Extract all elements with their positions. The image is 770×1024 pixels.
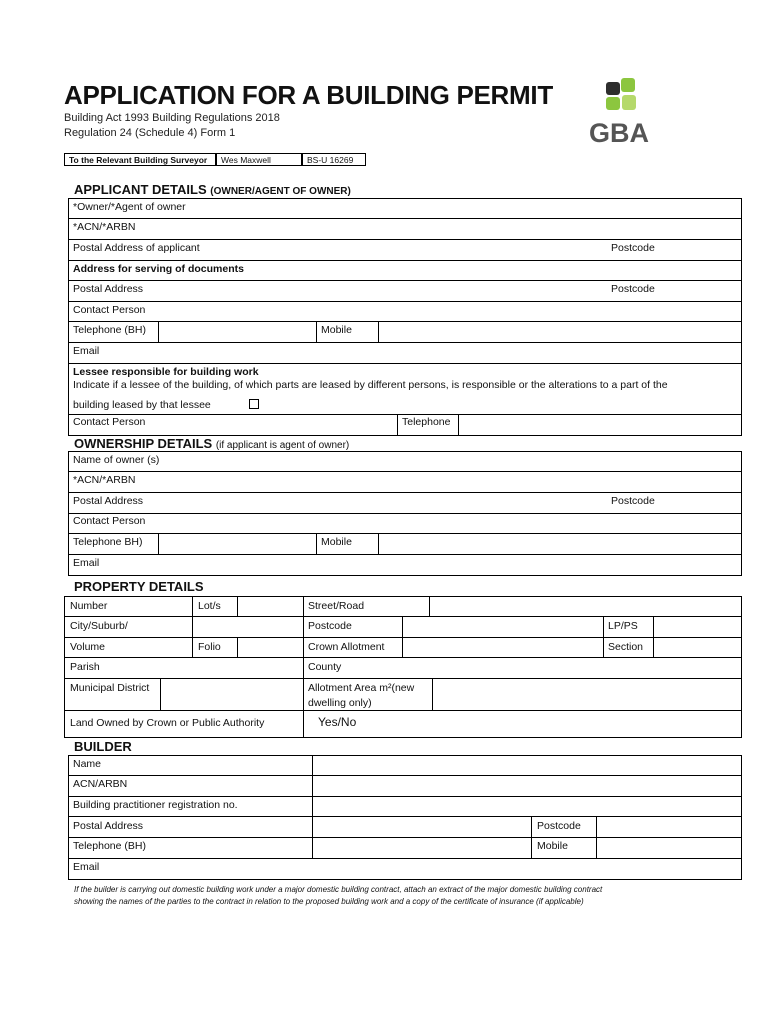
applicant-contact-field[interactable]: Contact Person [73,304,146,316]
lessee-heading: Lessee responsible for building work [73,366,259,378]
applicant-acn-field[interactable]: *ACN/*ARBN [73,221,136,233]
lessee-contact-field[interactable]: Contact Person [73,416,146,428]
lessee-text-2: building leased by that lessee [73,399,211,411]
builder-heading: BUILDER [74,739,132,754]
property-heading: PROPERTY DETAILS [74,579,204,594]
to-surveyor-label: To the Relevant Building Surveyor [64,153,216,166]
surveyor-name: Wes Maxwell [216,153,302,166]
builder-contract-note: If the builder is carrying out domestic building work under a major domestic building contract, attach an extract of the major domestic building contract showing the names of the parties to the contract in relation to the proposed building work and a copy of the certificate of insurance (if applicable) [74,885,603,906]
property-city-field[interactable]: City/Suburb/ [70,620,128,632]
property-postcode-field[interactable]: Postcode [308,620,352,632]
owner-mobile-label: Mobile [321,536,352,548]
owner-postal-field[interactable]: Postal Address [73,495,144,507]
property-street-field[interactable]: Street/Road [308,600,365,612]
serving-postcode-field[interactable]: Postcode [611,283,655,295]
gba-logo [588,78,660,148]
ownership-heading [74,436,349,451]
surveyor-registration: BS-U 16269 [302,153,366,166]
land-owned-label: Land Owned by Crown or Public Authority [70,717,265,729]
builder-section [68,755,742,880]
page-title: APPLICATION FOR A BUILDING PERMIT [64,80,553,110]
applicant-heading [74,182,351,197]
serving-postal-field[interactable]: Postal Address [73,283,144,295]
applicant-postal-field[interactable]: Postal Address of applicant [73,242,200,254]
property-county-field[interactable]: County [308,661,342,673]
owner-field[interactable]: *Owner/*Agent of owner [73,201,186,213]
property-allotment-area-label-2: dwelling only) [308,697,372,709]
lessee-checkbox[interactable] [249,399,259,409]
property-lots-field[interactable]: Lot/s [198,600,221,612]
property-allotment-area-label: Allotment Area m²(new [308,682,415,694]
lessee-text: Indicate if a lessee of the building, of which parts are leased by different persons, is responsible or the alterations to a part of the [73,379,668,391]
property-parish-field[interactable]: Parish [70,661,100,673]
property-crown-allotment-field[interactable]: Crown Allotment [308,641,385,653]
builder-registration-field[interactable]: Building practitioner registration no. [73,799,238,811]
applicant-email-field[interactable]: Email [73,345,100,357]
builder-email-field[interactable]: Email [73,861,100,873]
property-volume-field[interactable]: Volume [70,641,106,653]
land-owned-yes-no[interactable]: Yes/No [318,715,357,729]
ownership-heading-text: OWNERSHIP DETAILS [74,436,213,451]
lessee-telephone-label: Telephone [402,416,451,428]
builder-telephone-field[interactable]: Telephone (BH) [73,840,146,852]
property-folio-field[interactable]: Folio [198,641,221,653]
builder-mobile-field[interactable]: Mobile [537,840,568,852]
applicant-heading-text: APPLICANT DETAILS [74,182,207,197]
owner-name-field[interactable]: Name of owner (s) [73,454,160,466]
property-section-field[interactable]: Section [608,641,644,653]
owner-telephone-label: Telephone BH) [73,536,143,548]
applicant-heading-suffix: (OWNER/AGENT OF OWNER) [210,186,351,197]
builder-postcode-field[interactable]: Postcode [537,820,581,832]
subtitle-act: Building Act 1993 Building Regulations 2018 [64,112,280,124]
owner-email-field[interactable]: Email [73,557,100,569]
ownership-heading-suffix: (if applicant is agent of owner) [215,440,350,451]
serving-heading: Address for serving of documents [73,263,244,275]
logo-text: GBA [589,118,649,148]
builder-name-field[interactable]: Name [73,758,102,770]
applicant-postcode-field[interactable]: Postcode [611,242,655,254]
builder-acn-field[interactable]: ACN/ARBN [73,778,128,790]
owner-contact-field[interactable]: Contact Person [73,515,146,527]
applicant-telephone-label: Telephone (BH) [73,324,146,336]
gba-logo-icon [588,78,660,148]
property-lpps-field[interactable]: LP/PS [608,620,638,632]
owner-acn-field[interactable]: *ACN/*ARBN [73,474,136,486]
applicant-mobile-label: Mobile [321,324,352,336]
owner-postcode-field[interactable]: Postcode [611,495,655,507]
property-municipal-field[interactable]: Municipal District [70,682,150,694]
builder-postal-field[interactable]: Postal Address [73,820,144,832]
property-number-field[interactable]: Number [70,600,108,612]
subtitle-regulation: Regulation 24 (Schedule 4) Form 1 [64,127,236,139]
